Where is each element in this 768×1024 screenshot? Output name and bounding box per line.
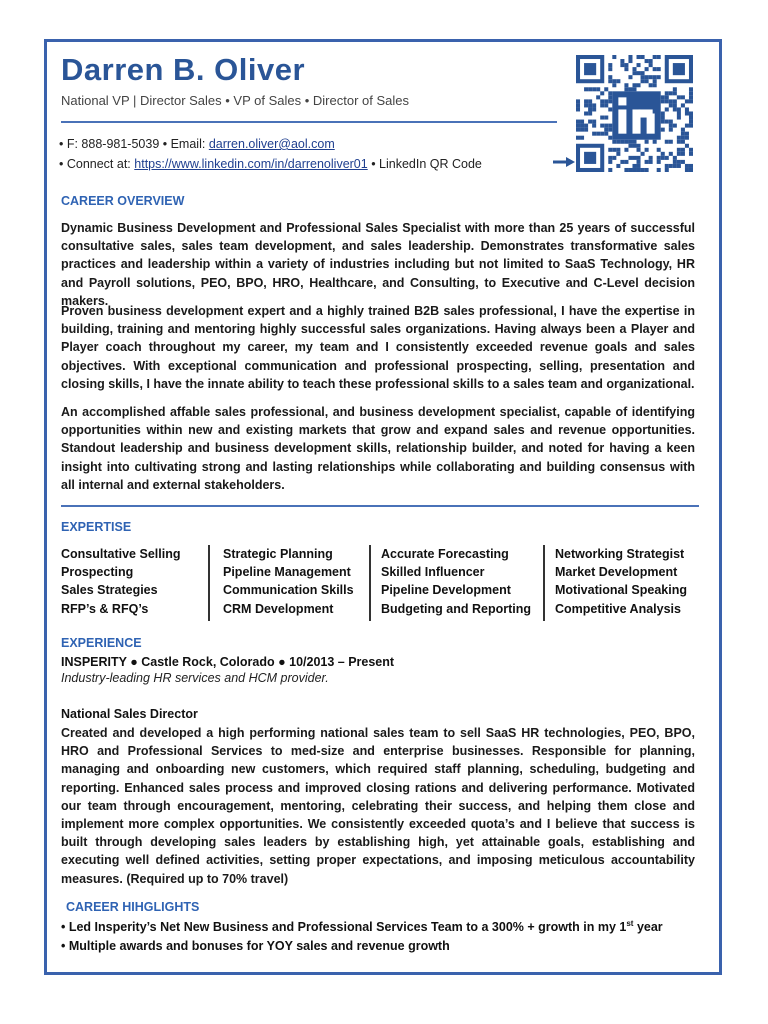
linkedin-link[interactable]: https://www.linkedin.com/in/darrenoliver01 [134, 157, 368, 171]
column-divider [208, 545, 210, 621]
expertise-column-4 [555, 545, 687, 618]
expertise-item: RFP’s & RFQ’s [61, 601, 149, 616]
expertise-item: Skilled Influencer [381, 565, 485, 580]
career-overview-heading: CAREER OVERVIEW [61, 194, 185, 208]
experience-heading: EXPERIENCE [61, 636, 142, 650]
expertise-item: Motivational Speaking [555, 583, 687, 598]
company-description: Industry-leading HR services and HCM provider. [61, 671, 329, 685]
expertise-item: CRM Development [223, 601, 334, 616]
role-description: Created and developed a high performing national sales team to sell SaaS HR technologies, PEO, BPO, HRO and Professional Services to med-size and enterprise businesses. Responsible for planning, managing and onboarding new customers, which required staff planning, scheduling, budgeting and reporting. Enhanced sales process and improved closing rations and delivering performance. Motivated our team through encouragement, mentoring, celebrating their success, and helping them close and implement more complex opportunities. We consistently exceeded quota’s and I believe that success is built through developing sales leaders by establishing high, yet attainable goals, establishing and executing well defined activities, setting proper expectations, and imposing meticulous accountability measures. (Required up to 70% travel) [61, 726, 695, 886]
header-rule [61, 121, 557, 123]
arrow-right-icon [553, 157, 575, 167]
expertise-item: Sales Strategies [61, 583, 158, 598]
contact-line-phone-email [59, 137, 335, 151]
expertise-item: Pipeline Management [223, 565, 351, 580]
highlight-1-tail: year [633, 920, 663, 935]
expertise-item: Budgeting and Reporting [381, 601, 531, 616]
career-highlights-heading: CAREER HIHGLIGHTS [66, 900, 200, 914]
overview-paragraph-3: An accomplished affable sales professional, and business development specialist, capable of identifying opportunities within new and existing markets that grow and expand sales and revenue opportunities. Standout leadership and business development skills, relationship builder, and noted for having a keen insight into cultivating strong and lasting relationships while collaborating and building consensus with all internal and external stakeholders. [61, 405, 695, 492]
expertise-item: Consultative Selling [61, 547, 181, 561]
expertise-item: Networking Strategist [555, 547, 685, 561]
expertise-item: Accurate Forecasting [381, 547, 509, 561]
highlight-item-2: • Multiple awards and bonuses for YOY sales and revenue growth [61, 939, 450, 953]
role-title: National Sales Director [61, 707, 198, 721]
expertise-rule [61, 505, 699, 507]
email-link[interactable]: darren.oliver@aol.com [208, 137, 335, 151]
expertise-column-2 [223, 545, 354, 618]
expertise-heading: EXPERTISE [61, 520, 132, 534]
highlight-1-superscript: st [626, 919, 634, 928]
column-divider [543, 545, 545, 621]
expertise-item: Market Development [555, 565, 678, 580]
expertise-item: Prospecting [61, 565, 134, 580]
expertise-item: Communication Skills [223, 583, 354, 598]
candidate-name: Darren B. Oliver [61, 52, 306, 87]
company-line: INSPERITY ● Castle Rock, Colorado ● 10/2013 – Present [61, 655, 395, 669]
column-divider [369, 545, 371, 621]
expertise-item: Pipeline Development [381, 583, 511, 598]
phone-text: • F: 888-981-5039 • Email: [59, 137, 209, 151]
expertise-item: Competitive Analysis [555, 601, 681, 616]
linkedin-qr-code-icon[interactable] [576, 55, 693, 172]
overview-paragraph-2: Proven business development expert and a highly trained B2B sales professional, I have the expertise in building, training and mentoring highly successful sales organizations. Having always been a Player and Player coach throughout my career, my team and I consistently exceeded revenue goals and sales objectives. With exceptional communication and professional prospecting, selling, presentation and closing skills, I have the innate ability to teach these professional skills to a sales team and organizational. [61, 304, 695, 391]
expertise-grid [61, 545, 695, 621]
connect-text: • Connect at: [59, 157, 135, 171]
expertise-item: Strategic Planning [223, 547, 333, 561]
qr-label: • LinkedIn QR Code [367, 157, 482, 171]
expertise-column-1 [61, 545, 180, 618]
expertise-column-3 [381, 545, 531, 618]
contact-line-linkedin [59, 157, 482, 171]
overview-paragraph-1: Dynamic Business Development and Professional Sales Specialist with more than 25 years of successful consultative sales, sales team development, and sales leadership. Demonstrates transformative sales practices and leadership within a variety of industries including but not limited to SaaS Technology, HR and Payroll solutions, PEO, BPO, HRO, Healthcare, and Consulting, to Executive and C-Level decision makers. [61, 221, 695, 308]
candidate-subtitle: National VP | Director Sales • VP of Sales • Director of Sales [61, 93, 409, 108]
highlight-1-text: • Led Insperity’s Net New Business and Professional Services Team to a 300% + growth in my 1 [61, 920, 627, 935]
highlight-item-1 [61, 919, 663, 934]
